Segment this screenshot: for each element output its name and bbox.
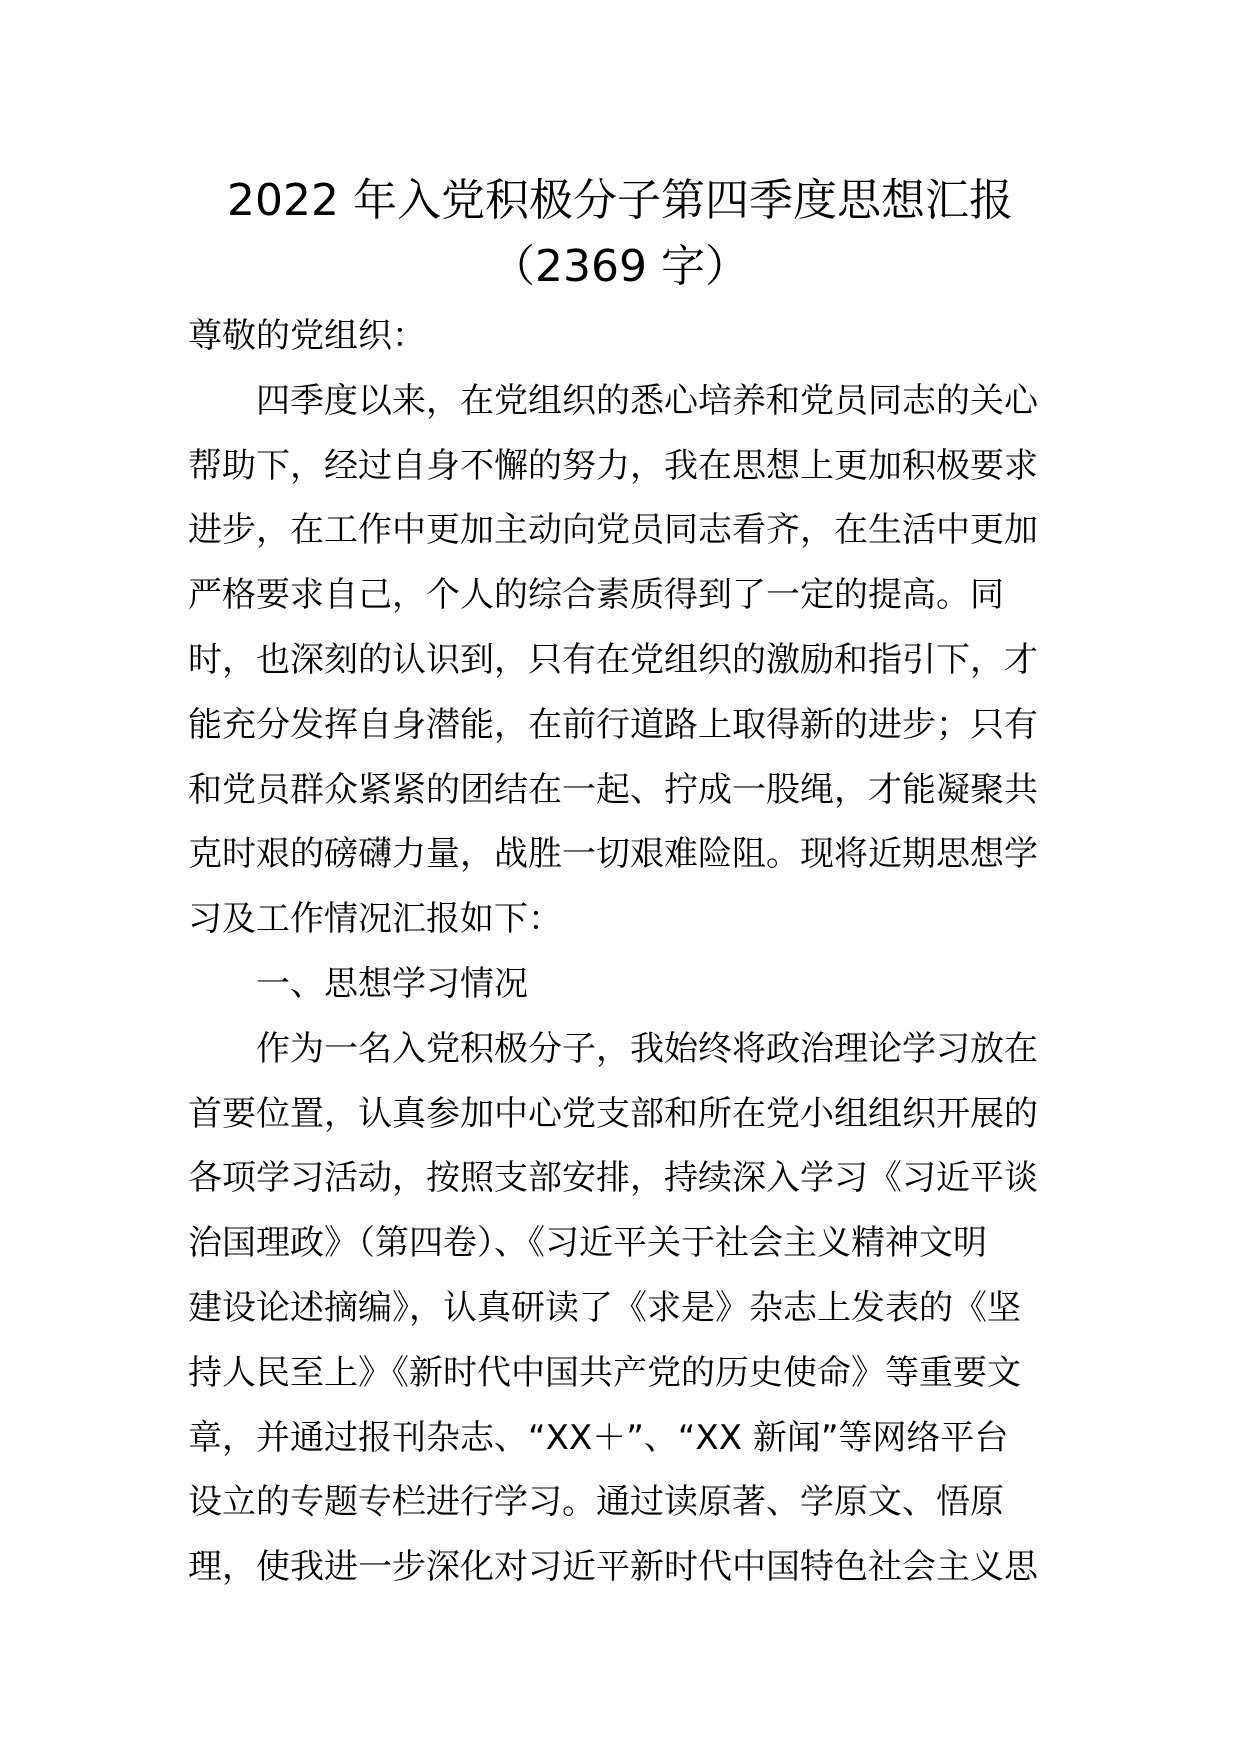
text-line: 理，使我进一步深化对习近平新时代中国特色社会主义思: [188, 1547, 1038, 1588]
text-line: 帮助下，经过自身不懈的努力，我在思想上更加积极要求: [188, 445, 1038, 486]
section-heading: 一、思想学习情况: [256, 963, 528, 1004]
title-line-1: 2022 年入党积极分子第四季度思想汇报: [227, 175, 1013, 226]
text-line: 进步，在工作中更加主动向党员同志看齐，在生活中更加: [188, 510, 1038, 551]
text-line: 首要位置，认真参加中心党支部和所在党小组组织开展的: [188, 1093, 1038, 1134]
paragraph-1: [188, 369, 1058, 952]
text-line: 时，也深刻的认识到，只有在党组织的激励和指引下，才: [188, 639, 1038, 680]
text-line: 持人民至上》《新时代中国共产党的历史使命》等重要文: [188, 1352, 1021, 1393]
text-line: 克时艰的磅礴力量，战胜一切艰难险阻。现将近期思想学: [188, 834, 1038, 875]
text-line: 和党员群众紧紧的团结在一起、拧成一股绳，才能凝聚共: [188, 769, 1038, 810]
text-line: 建设论述摘编》，认真研读了《求是》杂志上发表的《坚: [188, 1287, 1021, 1328]
text-line: 能充分发挥自身潜能，在前行道路上取得新的进步；只有: [188, 704, 1038, 745]
text-line: 严格要求自己，个人的综合素质得到了一定的提高。同: [188, 575, 1004, 616]
text-line: 设立的专题专栏进行学习。通过读原著、学原文、悟原: [188, 1482, 1004, 1523]
title-line-2: （2369 字）: [491, 241, 749, 292]
text-line: 习及工作情况汇报如下：: [188, 899, 562, 940]
paragraph-2: [188, 1017, 1058, 1600]
document-body: [188, 304, 1058, 1600]
text-line: 各项学习活动，按照支部安排，持续深入学习《习近平谈: [188, 1158, 1038, 1199]
text-line: 治国理政》（第四卷）、《习近平关于社会主义精神文明: [188, 1223, 987, 1264]
text-line: 章，并通过报刊杂志、“XX＋”、“XX 新闻”等网络平台: [188, 1417, 1009, 1458]
document-title: [0, 168, 1240, 300]
text-line: 作为一名入党积极分子，我始终将政治理论学习放在: [256, 1028, 1038, 1069]
salutation: 尊敬的党组织：: [188, 316, 426, 356]
text-line: 四季度以来，在党组织的悉心培养和党员同志的关心: [256, 380, 1038, 421]
